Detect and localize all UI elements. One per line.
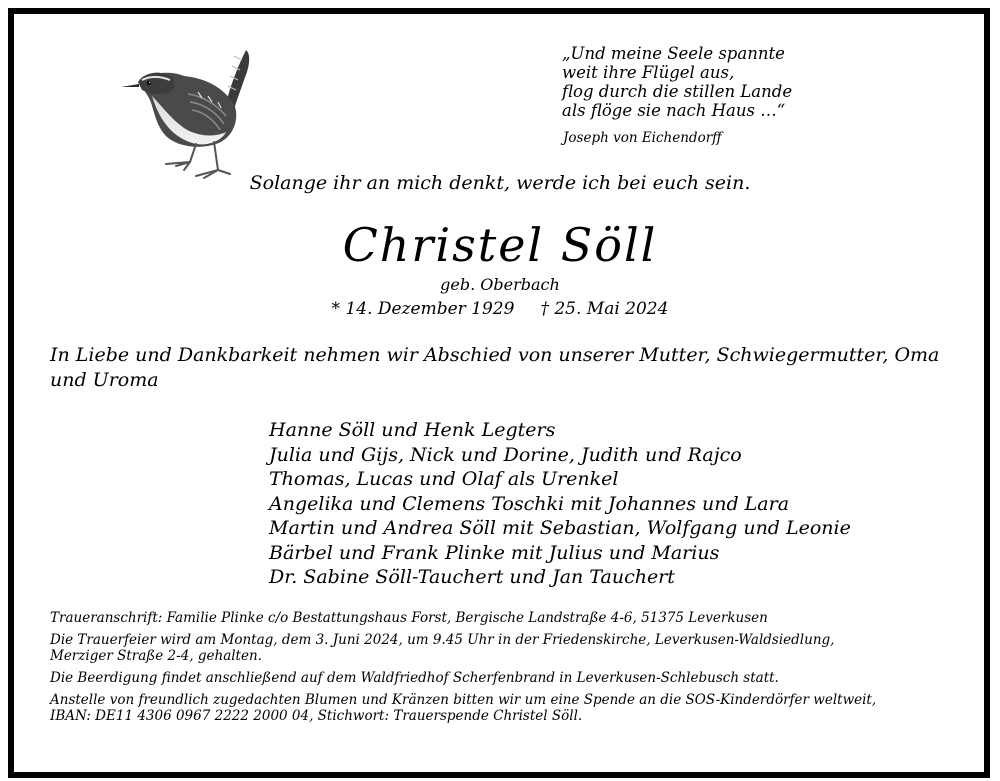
quote-line: „Und meine Seele spannte <box>562 44 785 63</box>
mourners-list <box>269 418 969 590</box>
ceremony-info-line: Merziger Straße 2-4, gehalten. <box>50 648 262 664</box>
quote-line: flog durch die stillen Lande <box>562 82 793 101</box>
mourning-address-text: Traueranschrift: Familie Plinke c/o Bestattungshaus Forst, Bergische Landstraße 4-6, 51375 Leverkusen <box>50 610 768 626</box>
quote-line: als flöge sie nach Haus …“ <box>562 101 786 120</box>
deceased-name: Christel Söll <box>342 218 658 272</box>
mourner-entry: Angelika und Clemens Toschki mit Johannes und Lara <box>269 492 790 515</box>
poem-quote <box>562 44 962 120</box>
donation-info <box>50 692 960 724</box>
donation-info-line: IBAN: DE11 4306 0967 2222 2000 04, Stichwort: Trauerspende Christel Söll. <box>50 708 583 724</box>
mourner-entry: Martin und Andrea Söll mit Sebastian, Wolfgang und Leonie <box>269 517 851 539</box>
quote-author: Joseph von Eichendorff <box>563 130 722 146</box>
birth-date: * 14. Dezember 1929 <box>331 299 515 319</box>
ceremony-info <box>50 632 960 664</box>
wren-bird-illustration <box>118 46 268 186</box>
mourning-address <box>50 610 960 626</box>
quote-line: weit ihre Flügel aus, <box>562 63 735 82</box>
mourner-entry: Thomas, Lucas und Olaf als Urenkel <box>269 468 619 490</box>
donation-info-line: Anstelle von freundlich zugedachten Blumen und Kränzen bitten wir um eine Spende an die SOS-Kinderdörfer weltweit, <box>50 692 877 708</box>
mourner-entry: Hanne Söll und Henk Legters <box>269 419 556 441</box>
motto: Solange ihr an mich denkt, werde ich bei euch sein. <box>249 172 751 194</box>
mourner-entry: Bärbel und Frank Plinke mit Julius und Marius <box>269 541 720 564</box>
maiden-name: geb. Oberbach <box>440 275 560 294</box>
burial-info-text: Die Beerdigung findet anschließend auf dem Waldfriedhof Scherfenbrand in Leverkusen-Schlebusch statt. <box>50 670 779 686</box>
death-date: † 25. Mai 2024 <box>540 299 669 319</box>
funeral-notes <box>50 610 960 730</box>
mourner-entry: Dr. Sabine Söll-Tauchert und Jan Tauchert <box>269 566 675 588</box>
life-dates <box>0 299 1000 319</box>
ceremony-info-line: Die Trauerfeier wird am Montag, dem 3. Juni 2024, um 9.45 Uhr in der Friedenskirche, Leverkusen-Waldsiedlung, <box>50 632 835 648</box>
mourner-entry: Julia und Gijs, Nick und Dorine, Judith und Rajco <box>269 443 742 466</box>
burial-info <box>50 670 960 686</box>
farewell-intro: In Liebe und Dankbarkeit nehmen wir Abschied von unserer Mutter, Schwiegermutter, Oma und Uroma <box>50 344 940 391</box>
